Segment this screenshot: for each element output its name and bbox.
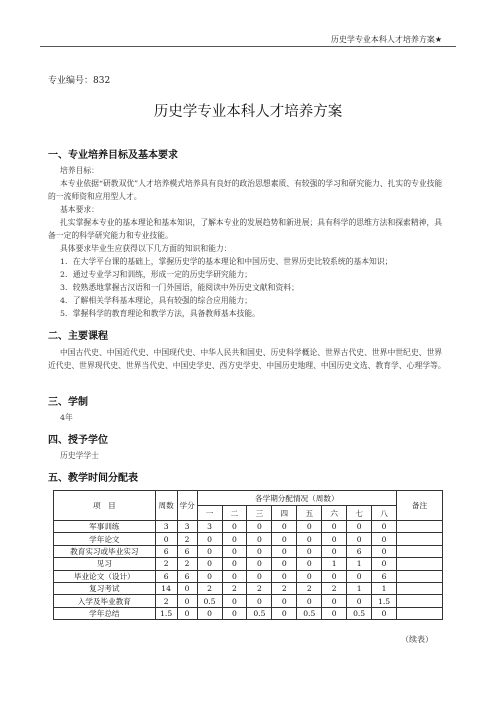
semester-cell: 0 [272,570,297,582]
semester-cell: 2 [322,582,347,594]
semester-header: 五 [297,506,322,521]
schedule-table [53,490,443,620]
semester-cell: 0 [322,595,347,607]
header-rule [40,46,456,47]
requirement-label: 基本要求： [60,205,99,214]
semester-cell: 0 [222,533,247,545]
col-header-semesters: 各学期分配情况（周数） [197,491,396,506]
semester-cell: 2 [222,582,247,594]
row-note-cell [397,607,443,619]
semester-cell: 0 [322,570,347,582]
semester-cell: 0 [297,533,322,545]
semester-cell: 6 [372,570,397,582]
row-note-cell [397,533,443,545]
row-weeks-cell: 1.5 [155,607,177,619]
semester-cell: 3 [197,521,222,533]
row-weeks-cell: 2 [155,595,177,607]
row-item-cell: 毕业论文（设计） [54,570,156,582]
duration-text: 4年 [60,413,73,422]
row-weeks-cell: 6 [155,545,177,557]
semester-cell: 0 [372,607,397,619]
semester-header: 八 [372,506,397,521]
section-heading-courses: 二、主要课程 [48,331,108,342]
courses-text: 中国古代史、中国近代史、中国现代史、中华人民共和国史、历史科学概论、世界古代史、世界中世纪史、世界近代史、世界现代史、世界当代史、中国史学史、西方史学史、中国历史地理、中国历史文选、教育学、心理学等。 [48,348,446,370]
semester-cell: 0 [322,545,347,557]
semester-cell: 0 [297,595,322,607]
row-credits-cell: 3 [177,521,197,533]
semester-cell: 2 [247,582,272,594]
semester-cell: 0 [222,521,247,533]
row-credits-cell: 0 [177,607,197,619]
semester-cell: 1 [322,558,347,570]
row-credits-cell: 0 [177,582,197,594]
semester-cell: 0 [197,545,222,557]
semester-cell: 2 [297,582,322,594]
semester-cell: 6 [347,545,372,557]
semester-header: 三 [247,506,272,521]
semester-cell: 0 [247,595,272,607]
row-credits-cell: 6 [177,545,197,557]
semester-cell: 0 [197,570,222,582]
semester-cell: 0 [372,558,397,570]
row-note-cell [397,521,443,533]
semester-cell: 0.5 [347,607,372,619]
semester-cell: 0 [272,545,297,557]
row-item-cell: 复习考试 [54,582,156,594]
semester-cell: 0 [322,533,347,545]
semester-cell: 0 [272,521,297,533]
semester-cell: 0 [272,595,297,607]
semester-cell: 0 [247,521,272,533]
goal-label: 培养目标： [60,166,99,175]
semester-cell: 2 [197,582,222,594]
running-header: 历史学专业本科人才培养方案★ [330,35,442,44]
row-credits-cell: 6 [177,570,197,582]
semester-cell: 0 [322,521,347,533]
col-header-credits: 学分 [177,491,197,521]
col-header-weeks: 周数 [155,491,177,521]
table-row [54,607,443,619]
semester-cell: 0 [297,558,322,570]
degree-text: 历史学学士 [60,451,99,460]
row-note-cell [397,570,443,582]
section-heading-goals: 一、专业培养目标及基本要求 [48,150,178,161]
semester-cell: 0 [322,607,347,619]
requirement-item: 2．通过专业学习和训练，形成一定的历史学研究能力； [60,270,253,279]
semester-header: 一 [197,506,222,521]
row-note-cell [397,558,443,570]
semester-cell: 0 [247,558,272,570]
semester-cell: 0 [372,545,397,557]
semester-cell: 0 [272,607,297,619]
semester-cell: 1 [372,582,397,594]
major-code: 专业编号：832 [48,76,111,86]
requirement-item: 1．在大学平台课的基础上，掌握历史学的基本理论和中国历史、世界历史比较系统的基本知识； [60,257,393,266]
semester-cell: 2 [272,582,297,594]
section-heading-schedule: 五、教学时间分配表 [48,473,138,484]
row-note-cell [397,595,443,607]
table-row [54,570,443,582]
row-weeks-cell: 6 [155,570,177,582]
list-intro: 具体要求毕业生应获得以下几方面的知识和能力： [60,244,232,253]
goal-text: 本专业依据“研教双优”人才培养模式培养具有良好的政治思想素质、有较强的学习和研究能力、扎实的专业技能的一流师资和应用型人才。 [48,179,443,201]
table-row [54,582,443,594]
semester-cell: 0 [372,533,397,545]
requirement-item: 4．了解相关学科基本理论，具有较强的综合应用能力； [60,296,253,305]
table-row [54,558,443,570]
section-heading-degree: 四、授予学位 [48,435,108,446]
row-item-cell: 学年总结 [54,607,156,619]
row-weeks-cell: 3 [155,521,177,533]
semester-cell: 0 [197,533,222,545]
semester-header: 七 [347,506,372,521]
col-header-item: 项 目 [54,491,156,521]
row-item-cell: 入学及毕业教育 [54,595,156,607]
table-row [54,533,443,545]
semester-cell: 0.5 [197,595,222,607]
semester-cell: 0 [247,545,272,557]
semester-cell: 0 [372,521,397,533]
semester-cell: 1.5 [372,595,397,607]
semester-cell: 1 [347,558,372,570]
row-weeks-cell: 2 [155,558,177,570]
schedule-table-body [54,521,443,620]
section-heading-duration: 三、学制 [48,397,88,408]
semester-cell: 0 [297,545,322,557]
row-weeks-cell: 14 [155,582,177,594]
semester-cell: 0 [222,558,247,570]
semester-header: 四 [272,506,297,521]
row-item-cell: 教育实习或毕业实习 [54,545,156,557]
table-row [54,595,443,607]
table-row [54,521,443,533]
table-row [54,545,443,557]
semester-cell: 0 [197,558,222,570]
row-credits-cell: 0 [177,595,197,607]
semester-header: 二 [222,506,247,521]
requirement-text: 扎实掌握本专业的基本理论和基本知识，了解本专业的发展趋势和新进展；具有科学的思维方法和探索精神，具备一定的科学研究能力和专业技能。 [48,218,443,240]
semester-cell: 0 [197,607,222,619]
row-credits-cell: 2 [177,533,197,545]
row-item-cell: 军事训练 [54,521,156,533]
row-credits-cell: 2 [177,558,197,570]
semester-cell: 1 [347,582,372,594]
semester-cell: 0.5 [297,607,322,619]
row-item-cell: 见习 [54,558,156,570]
page-title: 历史学专业本科人才培养方案 [153,104,343,120]
row-item-cell: 学年论文 [54,533,156,545]
semester-cell: 0 [347,595,372,607]
row-note-cell [397,582,443,594]
semester-cell: 0.5 [247,607,272,619]
semester-cell: 0 [222,607,247,619]
requirement-item: 5．掌握科学的教育理论和教学方法，具备教师基本技能。 [60,309,260,318]
row-note-cell [397,545,443,557]
col-header-note: 备注 [397,491,443,521]
semester-cell: 0 [347,570,372,582]
semester-cell: 0 [247,533,272,545]
semester-cell: 0 [222,545,247,557]
semester-cell: 0 [222,570,247,582]
requirement-item: 3．较熟悉地掌握古汉语和一门外国语，能阅读中外历史文献和资料； [60,283,299,292]
semester-cell: 0 [247,570,272,582]
row-weeks-cell: 0 [155,533,177,545]
semester-cell: 0 [297,521,322,533]
semester-cell: 0 [297,570,322,582]
semester-cell: 0 [222,595,247,607]
semester-cell: 0 [347,533,372,545]
semester-cell: 0 [272,533,297,545]
semester-header: 六 [322,506,347,521]
semester-cell: 0 [272,558,297,570]
continued-note: （续表） [401,635,433,644]
semester-cell: 0 [347,521,372,533]
